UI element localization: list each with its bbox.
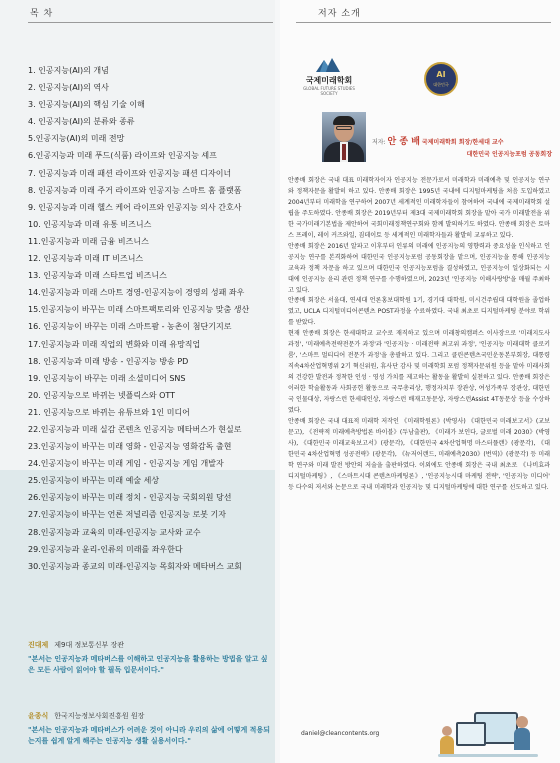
author-name: 안 종 배 <box>387 137 420 147</box>
toc-heading: 목 차 <box>30 9 54 19</box>
toc-item: 8. 인공지능과 미래 주거 라이프와 인공지능 스마트 홈 플랫폼 <box>28 185 242 195</box>
toc-item: 28.인공지능과 교육의 미래-인공지능 교사와 교수 <box>28 527 201 537</box>
society-logo-text: 국제미래학회 <box>305 76 353 85</box>
toc-item: 2. 인공지능(AI)의 역사 <box>28 83 109 93</box>
society-logo-icon <box>314 56 342 74</box>
recommendation-quote: "본서는 인공지능과 메타버스를 이해하고 인공지능을 활용하는 방법을 알고 싶은 모든 사람이 읽어야 할 필독 입문서이다." <box>28 655 268 674</box>
recommendation-1 <box>28 640 272 676</box>
recommender-title: 한국지능정보사회진흥원 원장 <box>54 712 145 720</box>
author-role-secondary: 대한민국 인공지능포럼 공동회장 <box>466 151 552 158</box>
toc-item: 7. 인공지능과 미래 패션 라이프와 인공지능 패션 디자이너 <box>28 168 232 178</box>
badge-subtext: 대한민국 <box>433 82 449 87</box>
toc-item: 25.인공지능이 바꾸는 미래 예술 세상 <box>28 476 160 486</box>
author-label: 저자: <box>372 139 386 146</box>
bio-paragraph: 현재 안종배 회장은 한세대학교 교수로 재직하고 있으며 미래창의캠퍼스 이사장으로 '미래지도사 과정', '미래예측전략전문가 과정'과 '인공지능 · 미래전략 최고위 과정', '인공지능 미래대학 클로키룸', '스마트 멀티디어 전문가 과정'을 총괄하고 있다. 그리고 클린콘텐츠국민운동본부회장, 대통령직속4차산업혁명위 2기 혁신위원, 휴사단 감사 및 미래학회 포럼 정책자문위원 등을 맡아 미래사회의 건강한 발전과 정착한 인성 · 영성 가치를 제고하는 활동을 활발히 실천하고 있다. 안종배 회장은 이러한 학술활동과 사회공헌 활동으로 국무총리상, 행정자치부 장관상, 여성가족부 장관상, 대한민국 인물대상, 자랑스런 한세대인상, 자랑스런 배재고동문상, 자랑스런Assist 4T동문상 등을 수상하였다. <box>288 330 550 415</box>
recommendation-2 <box>28 711 272 747</box>
toc-item: 23.인공지능이 바꾸는 미래 영화 - 인공지능 영화감독 출현 <box>28 442 232 452</box>
author-photo <box>322 112 366 162</box>
recommender-title: 제9대 정보통신부 장관 <box>54 641 125 649</box>
toc-item: 5.인공지능(AI)의 미래 전망 <box>28 134 125 144</box>
toc-item: 16. 인공지능이 바꾸는 미래 스마트팜 - 농촌이 첨단기지로 <box>28 322 232 332</box>
toc-item: 24.인공지능이 바꾸는 미래 게임 - 인공지능 게임 개발자 <box>28 459 224 469</box>
toc-list <box>28 62 273 575</box>
toc-item: 15.인공지능이 바꾸는 미래 스마트팩토리와 인공지능 맞춤 생산 <box>28 305 250 315</box>
bio-paragraph: 안종배 회장은 서울대, 연세대 언론홍보대학원 1기, 경기대 대학원, 미시건주립대 대학원을 졸업하였고, UCLA 디지털미디어콘텐츠 POST과정을 수료하였다. 국내 최초로 디지털마케팅 분야로 학위를 받았다. <box>288 297 550 327</box>
tablet-illustration <box>438 700 538 758</box>
society-logo-subtext: GLOBAL FUTURE STUDIES SOCIETY <box>303 86 355 96</box>
bio-paragraph: 안종배 회장은 국내 대표적 미래학 저작인 《미래학원론》(박영사) 《대한민국 미래보고서》(교보문고), 《전략적 미래예측방법론 바이블》(두남출판), 《미래가 보인다, 글로벌 미래 2030》(박영사), 《대한민국 미래교육보고서》(광문각), 《대한민국 4차산업혁명 마스터플랜》(광문각), 《대한민국 4차산업혁명 성공전략》(광문각), 《뉴저어랜드, 미래예측2030》(번역)》(광문각) 등 미래학 연구와 미래 발전 방안의 저술을 출판하였다. 이외에도 안종배 회장은 국내 최초로 《나비효과 디지털마케팅》, 《스마트시대 콘텐츠마케팅론》, '인공지능시대 마케팅 전략', '인공지능 미디어' 등 다수의 저서와 논문으로 국내 미래학과 인공지능 및 디지털마케팅에 대한 연구를 선도하고 있다. <box>288 417 550 491</box>
toc-item: 17.인공지능과 미래 직업의 변화와 미래 유망직업 <box>28 339 201 349</box>
toc-item: 12. 인공지능과 미래 IT 비즈니스 <box>28 254 144 264</box>
author-divider <box>296 22 551 23</box>
recommender-name: 윤종식 <box>28 712 49 720</box>
toc-item: 9. 인공지능과 미래 헬스 케어 라이프와 인공지능 의사 간호사 <box>28 202 242 212</box>
badge-text: AI <box>436 70 446 79</box>
toc-item: 13. 인공지능과 미래 스타트업 비즈니스 <box>28 271 167 281</box>
bio-paragraph: 안종배 회장은 국내 대표 미래학자이자 인공지능 전문가로서 미래학과 미래예측 및 인공지능 연구와 정책자문을 활발히 하고 있다. 안종배 회장은 1995년 국내에 디지털마케팅을 처음 도입하였고 2004년부터 미래학을 연구하여 2007년 세계적인 미래학자들이 참여하여 국내에 국제미래학회 설립을 주도하였다. 안종배 회장은 2019년부터 제3대 국제미래학회 회장을 맡아 국가 미래발전을 위한 국가미래기본법을 제안하여 국회미래정책연구회와 함께 발의하기도 하였다. 안종배 회장은 토마스 프레이, 레이 커즈와일, 짐데이토 등 세계적인 미래학자들과 활발히 교류하고 있다. <box>288 177 550 239</box>
toc-item: 19. 인공지능이 바꾸는 미래 소셜미디어 SNS <box>28 373 186 383</box>
author-heading: 저자 소개 <box>318 9 361 19</box>
recommendation-quote: "본서는 인공지능과 메타버스가 어려운 것이 아니라 우리의 삶에 어떻게 적용되는지를 쉽게 알게 해주는 인공지능 생활 실용서이다." <box>28 726 270 745</box>
recommender-name: 진대제 <box>28 641 49 649</box>
toc-item: 20. 인공지능으로 바뀌는 넷플릭스와 OTT <box>28 390 176 400</box>
toc-item: 27.인공지능이 바꾸는 언론 저널리즘 인공지능 로봇 기자 <box>28 510 226 520</box>
toc-item: 21. 인공지능으로 바뀌는 유튜브와 1인 미디어 <box>28 407 190 417</box>
ai-forum-badge <box>424 62 458 96</box>
toc-item: 11.인공지능과 미래 금융 비즈니스 <box>28 236 149 246</box>
toc-item: 18. 인공지능과 미래 방송 - 인공지능 방송 PD <box>28 356 189 366</box>
toc-item: 29.인공지능과 윤리-인류의 미래를 좌우한다 <box>28 544 183 554</box>
toc-item: 26.인공지능이 바꾸는 미래 정치 - 인공지능 국회의원 당선 <box>28 493 232 503</box>
toc-divider <box>28 22 273 23</box>
author-name-line <box>372 138 552 147</box>
toc-item: 14.인공지능과 미래 스마트 경영-인공지능이 경영의 성패 좌우 <box>28 288 245 298</box>
toc-item: 10. 인공지능과 미래 유통 비즈니스 <box>28 219 152 229</box>
toc-item: 3. 인공지능(AI)의 핵심 기술 이해 <box>28 100 145 110</box>
author-biography <box>288 176 550 494</box>
author-role-primary: 국제미래학회 회장/한세대 교수 <box>421 139 504 146</box>
toc-item: 30.인공지능과 종교의 미래-인공지능 목회자와 메타버스 교회 <box>28 561 242 571</box>
toc-item: 6.인공지능과 미래 푸드(식품) 라이프와 인공지능 셰프 <box>28 151 217 161</box>
toc-item: 22.인공지능과 미래 실감 콘텐츠 인공지능 메타버스가 현실로 <box>28 424 242 434</box>
bio-paragraph: 안종배 회장은 2016년 알파고 이후부터 인류의 미래에 인공지능의 영향력과 중요성을 인식하고 인공지능 연구를 본격화하여 대한민국 인공지능포럼 공동회장을 맡으며, 인공지능을 통해 인공지능 교육과 정책 자문을 하고 있으며 대한민국 인공지능포럼을 결성하였고, 인공지능이 일상화되는 시대에 인공지능 윤리 관련 정책 연구를 수행하였으며, 2023년 '인공지능 이해사랑방'을 매월 주최하고 있다. <box>288 242 550 294</box>
toc-item: 4. 인공지능(AI)의 분류와 종류 <box>28 117 135 127</box>
toc-item: 1. 인공지능(AI)의 개념 <box>28 66 109 75</box>
society-logo <box>294 56 364 96</box>
author-email[interactable]: daniel@cleancontents.org <box>301 730 380 737</box>
